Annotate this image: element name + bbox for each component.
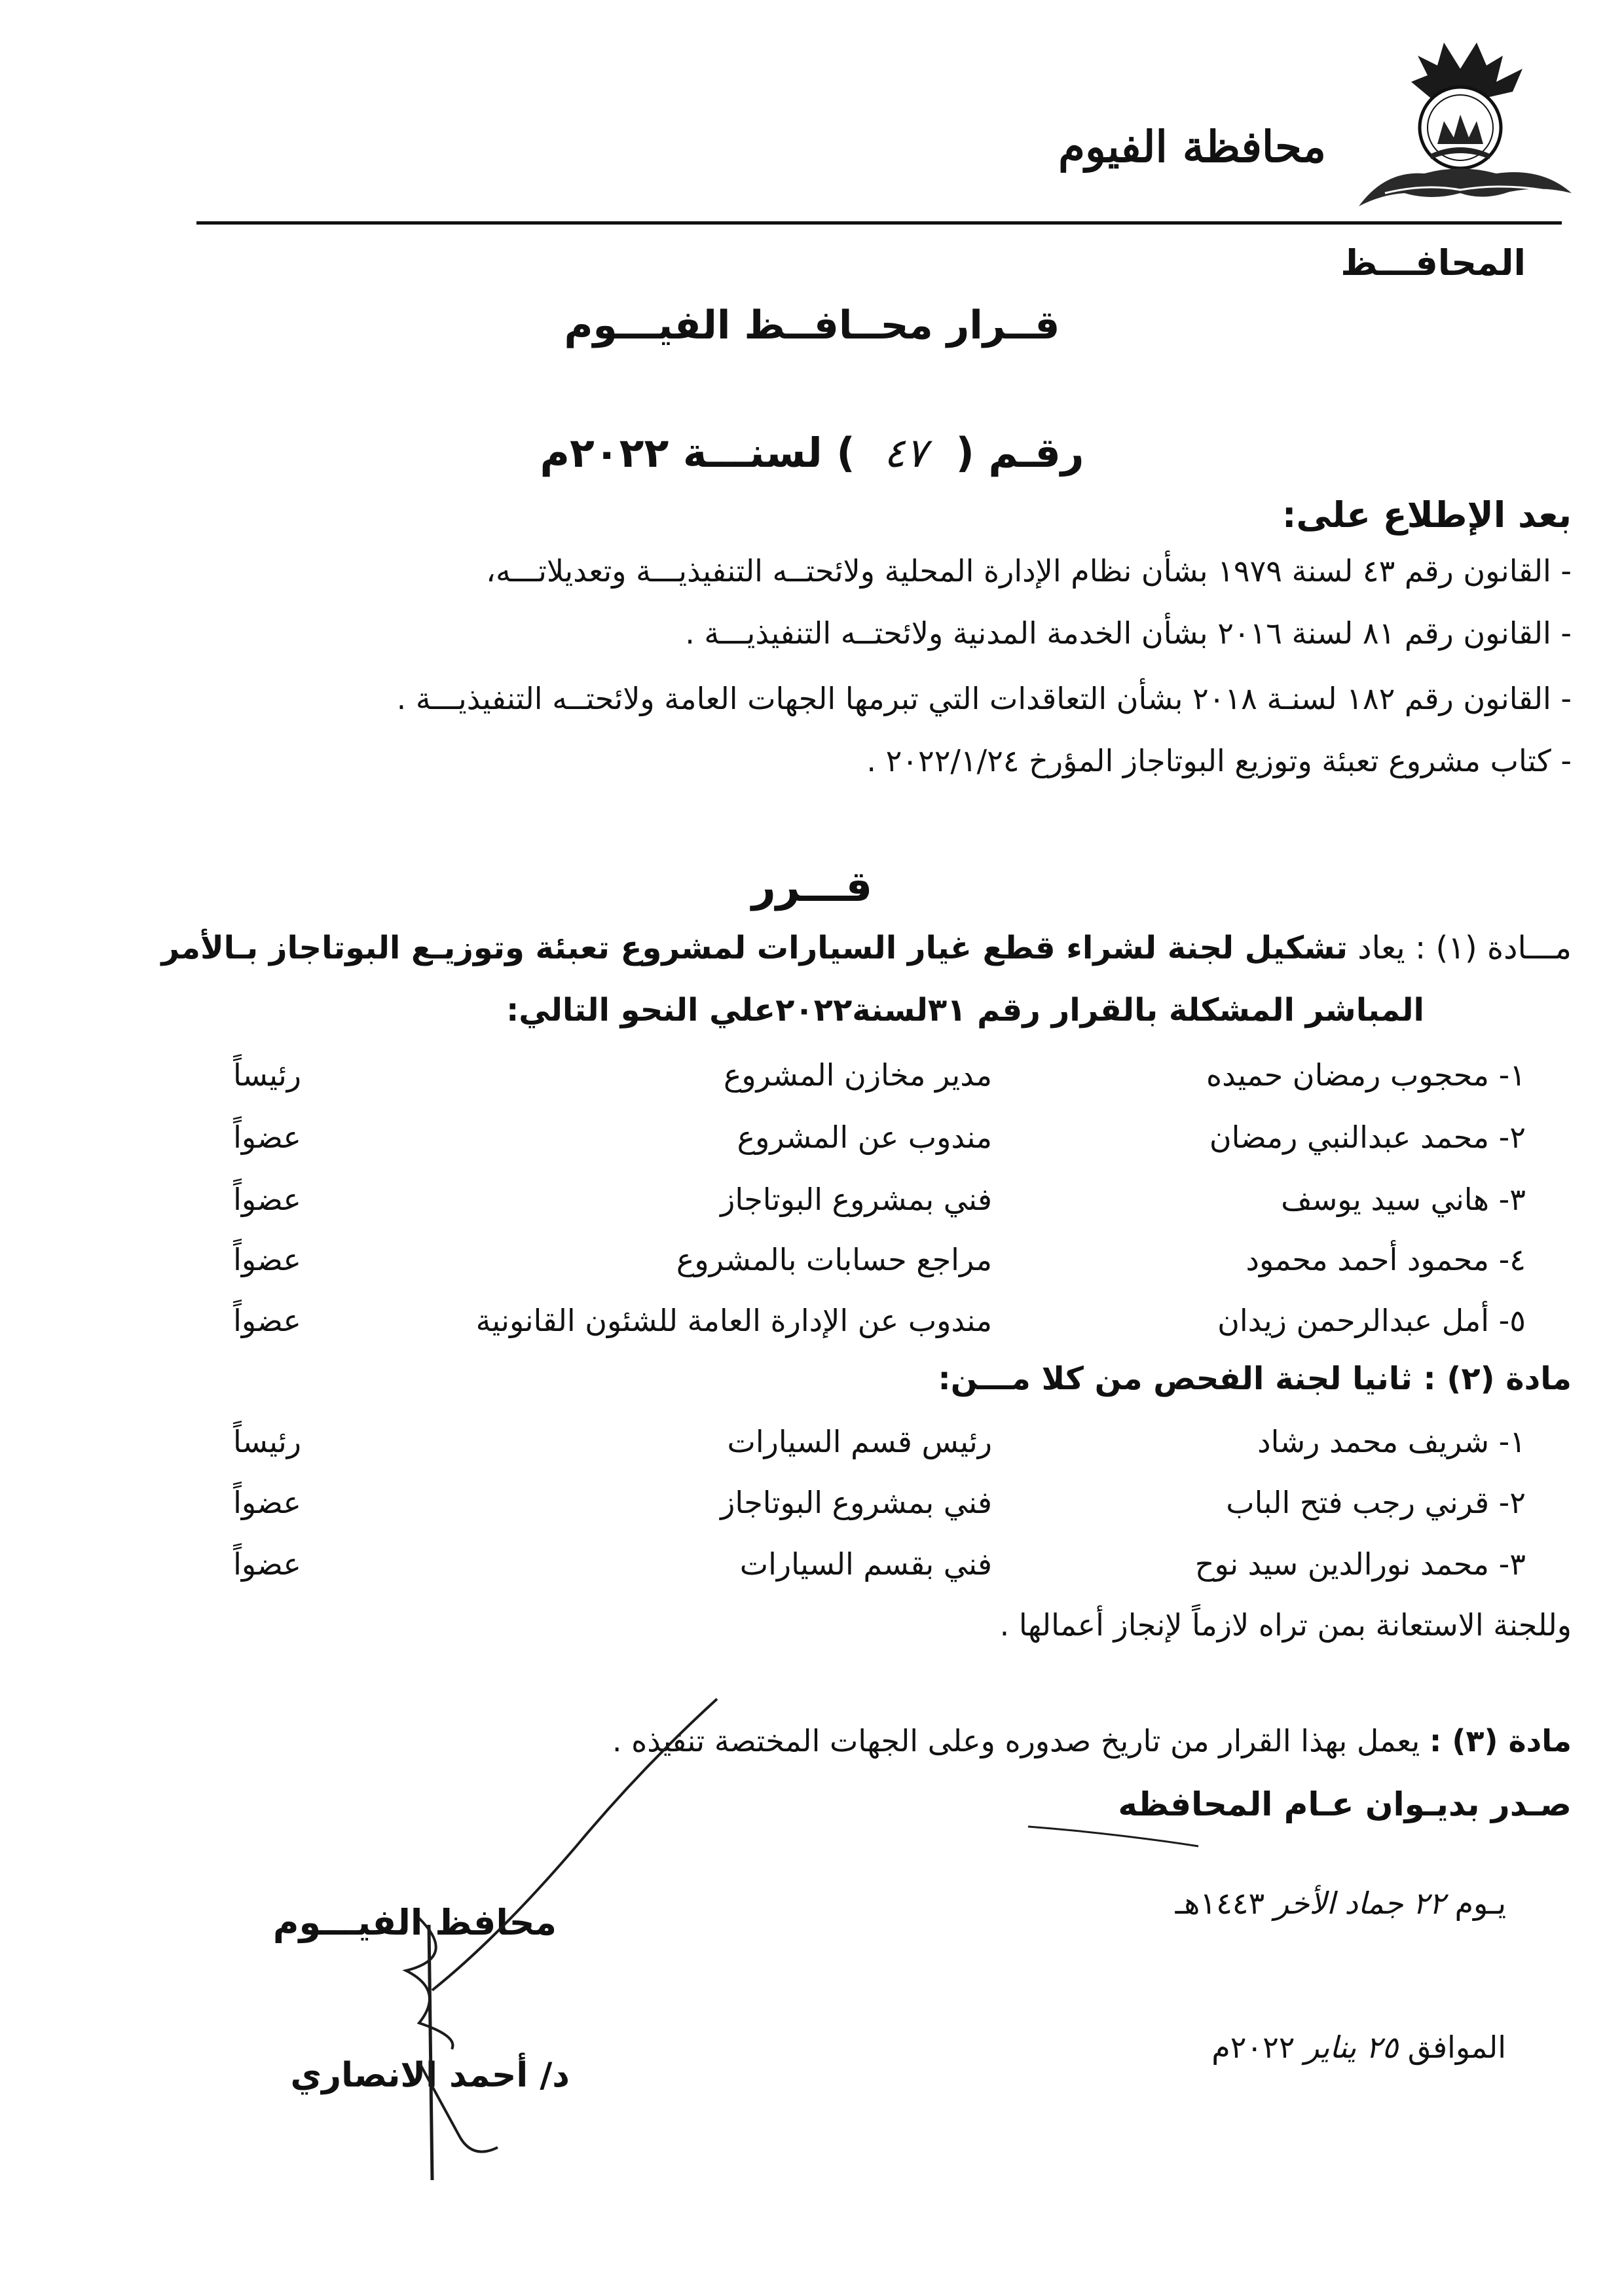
article-1 bbox=[161, 930, 1572, 966]
member-position: عضواً bbox=[233, 1485, 301, 1520]
article-3-text: يعمل بهذا القرار من تاريخ صدوره وعلى الجهات المختصة تنفيذه . bbox=[612, 1723, 1420, 1758]
review-item: - القانون رقم ١٨٢ لسنـة ٢٠١٨ بشأن التعاقدات التي تبرمها الجهات العامة ولائحتــه التنفيذيـــة . bbox=[396, 681, 1572, 716]
article-1-continuation: المباشر المشكلة بالقرار رقم ٣١لسنة٢٠٢٢علي النحو التالي: bbox=[506, 992, 1424, 1029]
hijri-date-prefix: يـوم bbox=[1454, 1886, 1506, 1921]
member-name: ٢- قرني رجب فتح الباب bbox=[1226, 1485, 1526, 1520]
hijri-date-year: ١٤٤٣هـ bbox=[1175, 1886, 1265, 1921]
article-1-label: مـــادة (١) : bbox=[1415, 930, 1572, 966]
member-name: ٣- محمد نورالدين سيد نوح bbox=[1194, 1546, 1526, 1582]
gregorian-date-prefix: الموافق bbox=[1407, 2030, 1506, 2065]
member-role: مراجع حسابات بالمشروع bbox=[676, 1242, 992, 1277]
signatory-name: د/ أحمد الانصاري bbox=[290, 2056, 570, 2095]
member-position: عضواً bbox=[233, 1303, 301, 1338]
member-name: ٢- محمد عبدالنبي رمضان bbox=[1209, 1120, 1526, 1155]
article-2: مادة (٢) : ثانيا لجنة الفحص من كلا مـــن: bbox=[938, 1360, 1572, 1397]
review-item: - القانون رقم ٨١ لسنة ٢٠١٦ بشأن الخدمة المدنية ولائحتــه التنفيذيـــة . bbox=[685, 615, 1572, 651]
member-name: ٤- محمود أحمد محمود bbox=[1246, 1242, 1526, 1277]
member-role: فني بمشروع البوتاجاز bbox=[720, 1485, 992, 1520]
gregorian-date bbox=[1211, 2030, 1506, 2065]
governorate-name: محافظة الفيوم bbox=[1058, 121, 1326, 172]
decree-number-line bbox=[0, 429, 1624, 477]
header-divider bbox=[196, 221, 1562, 225]
decree-number-suffix: ) لسنـــة ٢٠٢٢م bbox=[540, 429, 855, 477]
member-role: مدير مخازن المشروع bbox=[723, 1057, 992, 1093]
member-role: فني بمشروع البوتاجاز bbox=[720, 1182, 992, 1217]
article-1-text: تشكيل لجنة لشراء قطع غيار السيارات لمشروع تعبئة وتوزيـع البوتاجاز بـالأمر bbox=[161, 930, 1348, 966]
office-label: المحافـــظ bbox=[1340, 242, 1526, 283]
committee-consult-note: وللجنة الاستعانة بمن تراه لازماً لإنجاز أعمالها . bbox=[999, 1607, 1572, 1643]
member-name: ٥- أمل عبدالرحمن زيدان bbox=[1217, 1303, 1526, 1338]
decree-title: قــرار محــافــظ الفيـــوم bbox=[564, 302, 1060, 348]
member-role: فني بقسم السيارات bbox=[739, 1546, 992, 1582]
gregorian-date-handwritten: ٢٥ يناير bbox=[1304, 2030, 1399, 2065]
hijri-date bbox=[1175, 1886, 1506, 1921]
member-name: ١- شريف محمد رشاد bbox=[1257, 1424, 1526, 1459]
review-item: - القانون رقم ٤٣ لسنة ١٩٧٩ بشأن نظام الإدارة المحلية ولائحتــه التنفيذيـــة وتعديلاتـــه، bbox=[486, 553, 1572, 589]
decided-heading: قـــرر bbox=[751, 863, 873, 911]
review-item: - كتاب مشروع تعبئة وتوزيع البوتاجاز المؤرخ ٢٠٢٢/١/٢٤ . bbox=[866, 743, 1572, 778]
member-role: مندوب عن المشروع bbox=[737, 1120, 992, 1155]
signatory-title: محافظ الفيـــوم bbox=[272, 1902, 557, 1943]
eagle-seal-icon bbox=[1346, 29, 1581, 216]
member-position: عضواً bbox=[233, 1120, 301, 1155]
member-position: رئيساً bbox=[233, 1424, 301, 1459]
member-role: رئيس قسم السيارات bbox=[727, 1424, 992, 1459]
member-position: عضواً bbox=[233, 1242, 301, 1277]
member-position: عضواً bbox=[233, 1182, 301, 1217]
article-3 bbox=[612, 1723, 1572, 1758]
decree-number-prefix: رقـم ( bbox=[955, 429, 1084, 477]
member-position: عضواً bbox=[233, 1546, 301, 1582]
member-role: مندوب عن الإدارة العامة للشئون القانونية bbox=[475, 1303, 992, 1338]
issued-at: صـدر بديـوان عـام المحافظه bbox=[1118, 1785, 1572, 1823]
gregorian-date-year: ٢٠٢٢م bbox=[1211, 2030, 1295, 2065]
article-1-verb: يعاد bbox=[1357, 930, 1405, 966]
member-name: ١- محجوب رمضان حميده bbox=[1206, 1057, 1526, 1093]
review-heading: بعد الإطلاع على: bbox=[1282, 494, 1572, 536]
article-3-label: مادة (٣) : bbox=[1429, 1723, 1572, 1758]
member-name: ٣- هاني سيد يوسف bbox=[1281, 1182, 1526, 1217]
hijri-date-handwritten: ٢٢ جماد الأخر bbox=[1274, 1886, 1445, 1921]
member-position: رئيساً bbox=[233, 1057, 301, 1093]
decree-number-handwritten: ٤٧ bbox=[883, 429, 927, 477]
